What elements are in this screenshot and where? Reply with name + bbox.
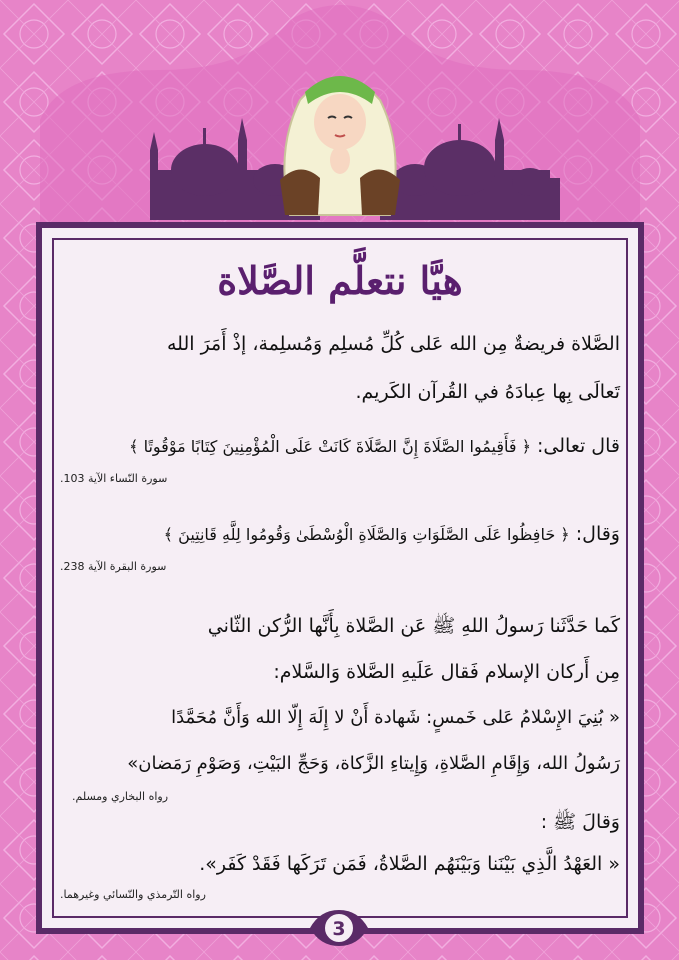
lesson-content [48,238,632,918]
verse-2-lead: وَقال: [575,523,620,545]
page-title: هيَّا نتعلَّم الصَّلاة [217,258,463,303]
page-number: 3 [332,918,346,940]
verse-1-text: ﴿ فَأَقِيمُوا الصَّلَاةَ إِنَّ الصَّلَاةَ كَانَتْ عَلَى الْمُؤْمِنِينَ كِتَابًا مَوْقُوتًا ﴾ [129,437,531,456]
hadith-2-text: « العَهْدُ الَّذِي بَيْنَنا وَبَيْنَهُم الصَّلاةُ، فَمَن تَرَكَها فَقَدْ كَفَر». [199,853,620,875]
hadith-2-lead: وَقالَ ﷺ : [540,811,620,833]
hadith-1-line-2: رَسُولُ الله، وَإِقَامِ الصَّلاةِ، وَإِيتاءِ الزَّكاة، وَحَجِّ البَيْتِ، وَصَوْمِ رَمَضان» [127,753,620,774]
page-number-ornament [306,906,372,950]
verse-2-text: ﴿ حَافِظُوا عَلَى الصَّلَوَاتِ وَالصَّلَاةِ الْوُسْطَىٰ وَقُومُوا لِلَّهِ قَانِتِينَ ﴾ [163,525,570,544]
verse-2-reference: سورة البقرة الآية 238. [60,560,167,573]
verse-1 [60,432,620,461]
verse-1-reference: سورة النّساء الآية 103. [60,472,168,485]
page-number-badge [306,906,372,950]
hadith-2-reference: رواه التّرمذي والنّسائي وغيرهما. [60,888,206,901]
intro-line-1: الصَّلاة فريضةٌ مِن الله عَلى كُلِّ مُسلِم وَمُسلِمة، إذْ أَمَرَ الله [166,333,620,355]
hadith-1-line-1: « بُنِيَ الإِسْلامُ عَلى خَمسٍ: شَهادة أَنْ لا إِلَهَ إِلّا الله وَأَنَّ مُحَمَّدًا [171,707,620,728]
verse-1-lead: قال تعالى: [537,435,620,457]
verse-2 [60,520,620,549]
hadith-intro-line-1: كَما حَدَّثَنا رَسولُ اللهِ ﷺ عَن الصَّلاة بِأَنَّها الرُّكن الثّاني [207,615,620,637]
intro-line-2: تَعالَى بِها عِبادَهُ في القُرآن الكَريم. [355,381,620,403]
hadith-1-reference: رواه البخاري ومسلم. [72,790,169,803]
hadith-intro-line-2: مِن أَركان الإسلام فَقال عَلَيهِ الصَّلاة وَالسَّلام: [273,661,620,683]
header-illustration [0,0,679,230]
